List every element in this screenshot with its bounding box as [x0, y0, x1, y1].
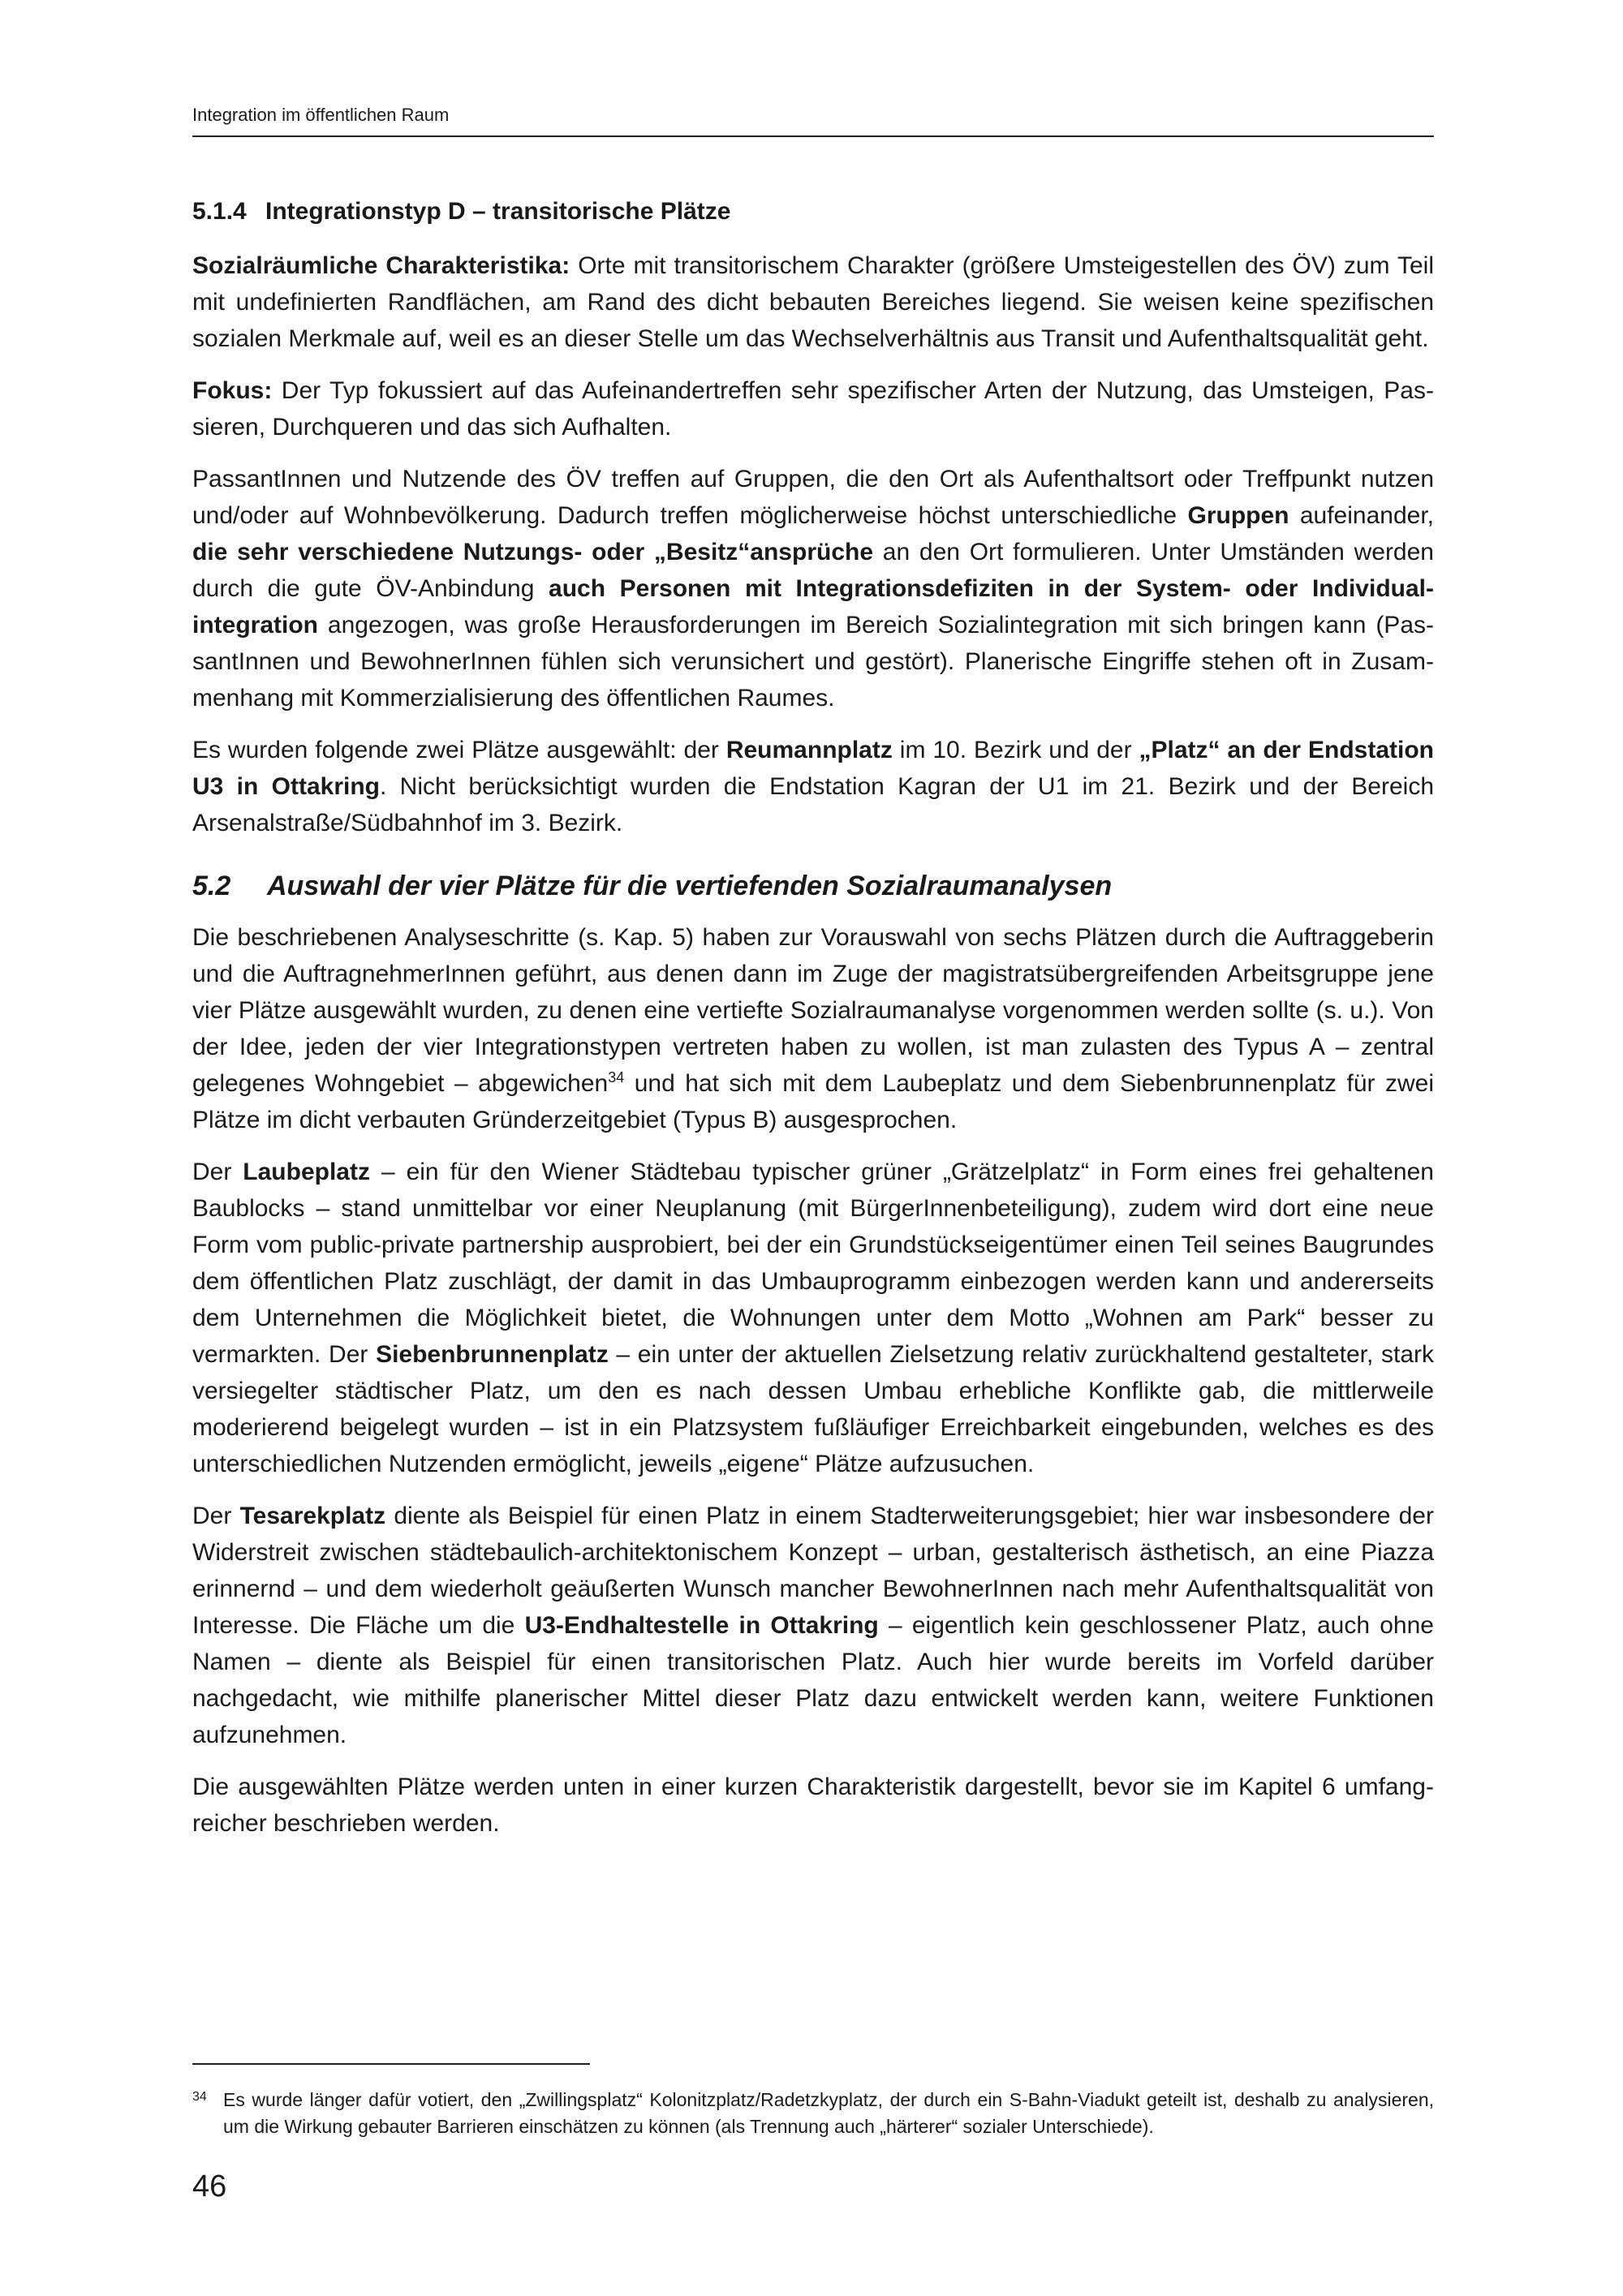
subsection-title: Integrationstyp D – transitorische Plätze [265, 198, 731, 225]
header-rule [192, 135, 1434, 137]
paragraph-outlook: Die ausgewählten Plätze werden unten in einer kurzen Charakteristik dargestellt, bevor sie im Kapitel 6 umfangreicher beschrieben werden. [192, 1774, 1434, 1837]
text-run: – ein unter der aktuellen Zielsetzung relativ zurückhaltend gestalteter, stark versiegelter städtischer Platz, um den es nach dessen Umbau erhebliche Konflikte gab, die mittlerweile moderierend beigelegt wurden – ist in ein Platzsystem fußläufiger Erreichbarkeit eingebunden, welches es des unterschiedlichen Nutzenden ermöglicht, jeweils „eigene“ Plätze aufzusuchen. [192, 1341, 1434, 1477]
bold-run: Gruppen [1187, 502, 1289, 529]
footnote-mark: 34 [192, 2090, 207, 2104]
footnote-reference[interactable]: 34 [608, 1069, 625, 1086]
bold-run: auch Personen mit Integrationsdefiziten in der System- oder Individualintegration [192, 575, 1434, 638]
bold-run: „Platz“ an der Endstation U3 in Ottakring [192, 737, 1434, 800]
bold-run: Siebenbrunnenplatz [376, 1341, 609, 1368]
paragraph-selected-places [192, 732, 1434, 841]
paragraph-tesarekplatz [192, 1498, 1434, 1753]
paragraph-groups [192, 461, 1434, 716]
label-characteristics: Sozialräumliche Charakteristika: [192, 252, 570, 279]
text-run: PassantInnen und Nutzende des ÖV treffen auf Gruppen, die den Ort als Aufenthaltsort oder Treffpunkt nutzen und/oder auf Wohnbevölkerung. Dadurch treffen möglicherweise höchst unterschiedliche [192, 466, 1434, 529]
text-run: aufeinander, [1289, 502, 1434, 529]
text-run: angezogen, was große Herausforderungen im Bereich Sozialintegration mit sich bringen kann (PassantInnen und BewohnerInnen fühlen sich verunsichert und gestört). Planerische Eingriffe stehen oft in Zusammenhang mit Kommerzialisierung des öffentlichen Raumes. [192, 612, 1434, 712]
bold-run: U3-Endhaltestelle in Ottakring [524, 1612, 879, 1639]
text-focus: Der Typ fokussiert auf das Aufeinandertreffen sehr spezifischer Arten der Nutzung, das Umsteigen, Passieren, Durchqueren und das sich Aufhalten. [192, 377, 1434, 441]
footnote [192, 2087, 1434, 2140]
bold-run: die sehr verschiedene Nutzungs- oder „Besitz“ansprüche [192, 539, 874, 565]
text-run: . Nicht berücksichtigt wurden die Endstation Kagran der U1 im 21. Bezirk und der Bereich Arsenalstraße/Südbahnhof im 3. Bezirk. [192, 773, 1434, 836]
text-run: – eigentlich kein geschlossener Platz, auch ohne Namen – diente als Beispiel für einen transitorischen Platz. Auch hier wurde bereits im Vorfeld darüber nachgedacht, wie mithilfe planerischer Mittel dieser Platz dazu entwickelt werden kann, weitere Funktionen aufzunehmen. [192, 1612, 1434, 1748]
text-run: – ein für den Wiener Städtebau typischer grüner „Grätzelplatz“ in Form eines frei gehaltenen Baublocks – stand unmittelbar vor einer Neuplanung (mit BürgerInnenbeteiligung), zudem wird dort eine neue Form vom public-private partnership ausprobiert, bei der ein Grundstückseigentümer einen Teil seines Baugrundes dem öffentlichen Platz zuschlägt, der damit in das Umbauprogramm einbezogen werden kann und andererseits dem Unternehmen die Möglichkeit bietet, die Wohnungen unter dem Motto „Wohnen am Park“ besser zu vermarkten. Der [192, 1159, 1434, 1368]
paragraph-laubeplatz [192, 1154, 1434, 1482]
text-run: Es wurden folgende zwei Plätze ausgewählt: der [192, 737, 726, 763]
text-run: Der [192, 1159, 243, 1185]
text-run: und hat sich mit dem Laubeplatz und dem Siebenbrunnenplatz für zwei Plätze im dicht verbauten Gründerzeitgebiet (Typus B) ausgesprochen. [192, 1070, 1434, 1133]
bold-run: Reumannplatz [725, 737, 893, 763]
bold-run: Tesarekplatz [239, 1503, 386, 1529]
subsection-heading-5-1-4 [192, 193, 1434, 230]
paragraph-characteristics [192, 247, 1434, 357]
main-content [192, 193, 1434, 1857]
paragraph-focus [192, 372, 1434, 445]
text-characteristics: Orte mit transitorischem Charakter (größere Umsteigestellen des ÖV) zum Teil mit undefinierten Randflächen, am Rand des dicht bebauten Bereiches liegend. Sie weisen keine spezifischen sozialen Merkmale auf, weil es an dieser Stelle um das Wechselverhältnis aus Transit und Aufenthaltsqualität geht. [192, 252, 1434, 352]
section-heading-5-2 [192, 866, 1434, 906]
footnote-text: Es wurde länger dafür votiert, den „Zwillingsplatz“ Kolonitzplatz/Radetzkyplatz, der durch ein S-Bahn-Viadukt geteilt ist, deshalb zu analysieren, um die Wirkung gebauter Barrieren einschätzen zu können (als Trennung auch „härterer“ sozialer Unterschiede). [223, 2089, 1434, 2137]
text-run: Der [192, 1503, 240, 1529]
text-run: an den Ort formulieren. Unter Umständen werden durch die gute ÖV-Anbindung [192, 539, 1434, 602]
text-run: im 10. Bezirk und der [892, 737, 1139, 763]
label-focus: Fokus: [192, 377, 273, 404]
text-run: Die beschriebenen Analyseschritte (s. Kap. 5) haben zur Vorauswahl von sechs Plätzen durch die Auftraggeberin und die AuftragnehmerInnen geführt, aus denen dann im Zuge der magistratsübergreifenden Arbeitsgruppe jene vier Plätze ausgewählt wurden, zu denen eine vertiefte Sozialraumanalyse vorgenommen werden sollte (s. u.). Von der Idee, jeden der vier Integrationstypen vertreten haben zu wollen, ist man zulasten des Typus A – zentral gelegenes Wohngebiet – abgewichen [192, 924, 1434, 1097]
footnote-rule [192, 2063, 590, 2065]
subsection-number: 5.1.4 [192, 198, 247, 225]
text-run: diente als Beispiel für einen Platz in einem Stadterweiterungsgebiet; hier war insbesondere der Widerstreit zwischen städtebaulich-architektonischem Konzept – urban, gestalterisch ästhetisch, an eine Piazza erinnernd – und dem wiederholt geäußerten Wunsch mancher BewohnerInnen nach mehr Aufenthaltsqualität von Interesse. Die Fläche um die [192, 1503, 1434, 1639]
bold-run: Laubeplatz [243, 1159, 370, 1185]
section-title: Auswahl der vier Plätze für die vertiefenden Sozialraumanalysen [267, 871, 1113, 901]
page-number: 46 [192, 2169, 227, 2204]
paragraph-preselection [192, 919, 1434, 1138]
running-header: Integration im öffentlichen Raum [192, 105, 450, 125]
section-number: 5.2 [192, 871, 231, 901]
